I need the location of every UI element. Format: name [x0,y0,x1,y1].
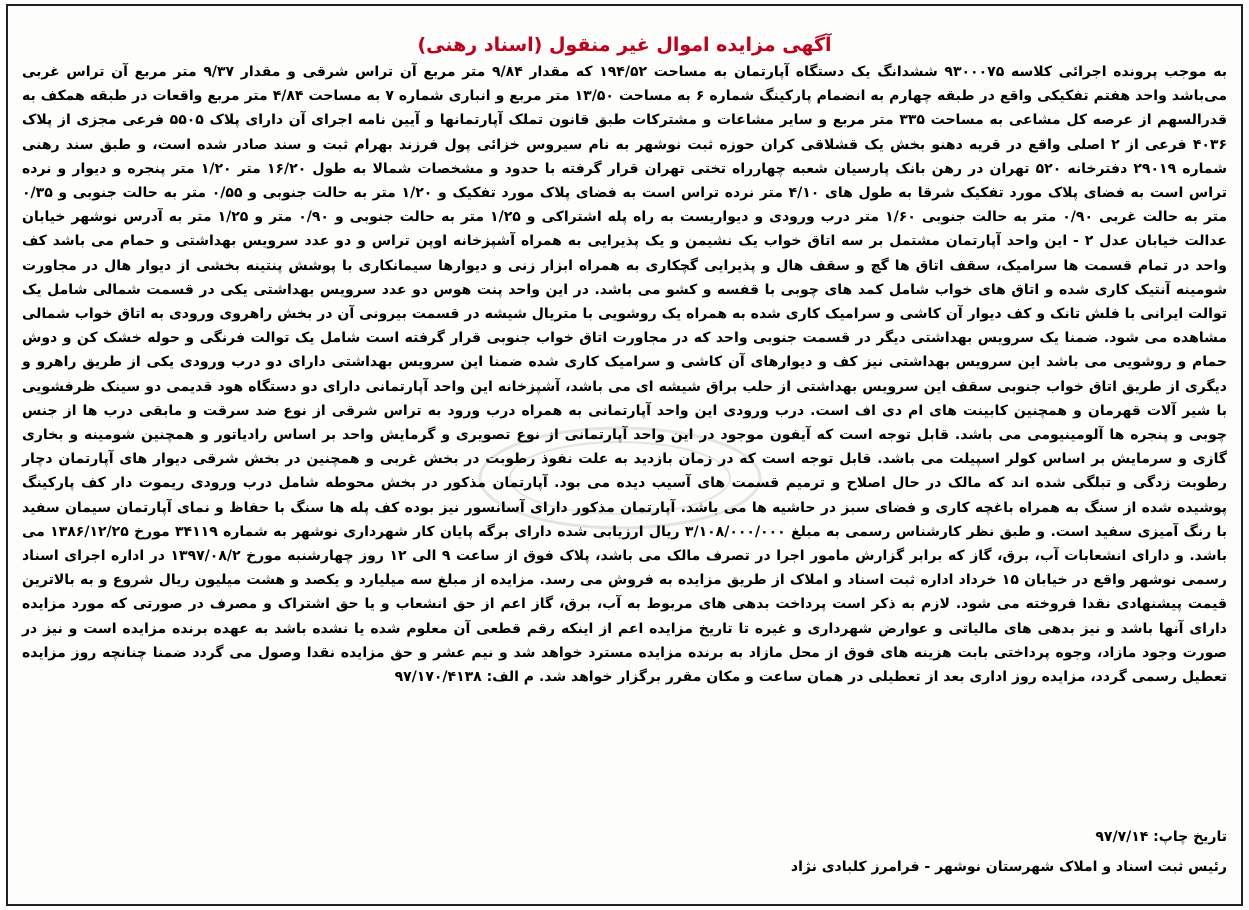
print-date: تاریخ چاپ: ۹۷/۷/۱۴ [1095,829,1227,845]
signature-line: رئیس ثبت اسناد و املاک شهرستان نوشهر - فرامرز کلبادی نژاد [790,859,1227,875]
notice-body: به موجب پرونده اجرائی کلاسه ۹۳۰۰۰۷۵ ششدانگ یک دستگاه آپارتمان به مساحت ۱۹۴/۵۲ که مقدار ۹/۸۴ متر مربع آن تراس شرقی و مقدار ۹/۳۷ متر مربع آن تراس غربی می‌باشد واحد هفتم تفکیکی واقع در طبقه چهارم به انضمام پارکینگ شماره ۶ به مساحت ۱۳/۵۰ متر مربع و انباری شماره ۷ به مساحت ۴/۸۴ متر مربع واقعات در طبقه همکف به قدرالسهم از عرصه کل مشاعی به مساحت ۳۳۵ متر مربع و سایر مشاعات و مشترکات طبق قانون تملک آپارتمانها و آیین نامه اجرای آن دارای پلاک ۵۵۰۵ فرعی مجزی از پلاک ۴۰۳۶ فرعی از ۲ اصلی واقع در قریه دهنو بخش یک قشلاقی کران حوزه ثبت نوشهر به نام سیروس خزائی پول فرزند بهرام ثبت و سند صادر شده است، و طبق سند رهنی شماره ۲۹۰۱۹ دفترخانه ۵۲۰ تهران در رهن بانک پارسیان شعبه چهارراه تختی تهران قرار گرفته با حدود و مشخصات شمالا به طول ۱۶/۲۰ متر ۱/۲۰ متر پنجره و دیوار و نرده تراس است به فضای پلاک مورد تفکیک شرقا به طول های ۴/۱۰ متر نرده تراس است به فضای پلاک مورد تفکیک و ۱/۲۰ متر به حالت جنوبی و ۰/۵۵ متر به حالت جنوبی و ۰/۳۵ متر به حالت غربی ۰/۹۰ متر به حالت جنوبی ۱/۶۰ متر درب ورودی و دیواریست به راه پله اشتراکی و ۱/۲۵ متر به حالت جنوبی و ۰/۹۰ متر و ۱/۲۵ متر به آدرس نوشهر خیابان عدالت خیابان عدل ۲ - این واحد آپارتمان مشتمل بر سه اتاق خواب یک نشیمن و یک پذیرایی به همراه آشپزخانه اوپن تراس و دو عدد سرویس بهداشتی و حمام می باشد کف واحد در تمام قسمت ها سرامیک، سقف اتاق ها گچ و سقف هال و پذیرایی گچکاری به همراه ابزار زنی و دیوارها سیمانکاری با پوشش پنتینه بخشی از دیوار هال در مجاورت شومینه آنتیک کاری شده و اتاق های خواب شامل کمد های چوبی با قفسه و کشو می باشد. در این واحد پنت هوس دو عدد سرویس بهداشتی یکی در قسمت شمالی شامل یک توالت ایرانی با فلش تانک و کف دیوار آن کاشی و سرامیک کاری شده به همراه یک روشویی با متریال شیشه در قسمت بیرونی آن در بخش راهروی ورودی به اتاق خواب شمالی مشاهده می شود. ضمنا یک سرویس بهداشتی دیگر در قسمت جنوبی واحد که در مجاورت اتاق خواب جنوبی قرار گرفته است شامل یک توالت فرنگی و حوله خشک کن و دوش حمام و روشویی می باشد این سرویس بهداشتی نیز کف و دیوارهای آن کاشی و سرامیک کاری شده ضمنا این سرویس بهداشتی دارای دو درب ورودی یکی از طریق راهرو و دیگری از طریق اتاق خواب جنوبی سقف این سرویس بهداشتی از حلب براق شیشه ای می باشد، آشپزخانه این واحد آپارتمانی دارای دو دستگاه هود قدیمی دو سینک ظرفشویی با شیر آلات قهرمان و همچنین کابینت های ام دی اف است. درب ورودی این واحد آپارتمانی به همراه درب ورود به تراس شرقی از نوع ضد سرقت و مابقی درب ها از جنس چوبی و پنجره ها آلومینیومی می باشد. قابل توجه است که آیفون موجود در این واحد آپارتمانی از نوع تصویری و گرمایش واحد بر اساس رادیاتور و همچنین شومینه و بخاری گازی و سرمایش بر اساس کولر اسپیلت می باشد. قابل توجه است که در زمان بازدید به علت نفوذ رطوبت در بخش غربی و همچنین در بخش شرقی دیوار های آپارتمان دچار رطوبت زدگی و تبلگی شده اند که مالک در حال اصلاح و ترمیم قسمت های آسیب دیده می بود. آپارتمان مذکور در بخش محوطه شامل درب ورودی ریموت دار کف پارکینگ پوشیده شده از سنگ به همراه باغچه کاری و فضای سبز در حاشیه ها می باشد. آپارتمان مذکور دارای آسانسور نیز بوده کف پله ها سنگ با حفاظ و نمای آپارتمان سیمان سفید با رنگ آمیزی سفید است. و طبق نظر کارشناس رسمی به مبلغ ۳/۱۰۸/۰۰۰/۰۰۰ ریال ارزیابی شده دارای برگه پایان کار شهرداری نوشهر به شماره ۳۴۱۱۹ مورخ ۱۳۸۶/۱۲/۲۵ می باشد. و دارای انشعابات آب، برق، گاز که برابر گزارش مامور اجرا در تصرف مالک می باشد، پلاک فوق از ساعت ۹ الی ۱۲ روز چهارشنبه مورخ ۱۳۹۷/۰۸/۲ در اداره اجرای اسناد رسمی نوشهر واقع در خیابان ۱۵ خرداد اداره ثبت اسناد و املاک از طریق مزایده به فروش می رسد. مزایده از مبلغ سه میلیارد و یکصد و هشت میلیون ریال شروع و به بالاترین قیمت پیشنهادی نقدا فروخته می شود. لازم به ذکر است پرداخت بدهی های مربوط به آب، برق، گاز اعم از حق انشعاب و یا حق اشتراک و مصرف در صورتی که مورد مزایده دارای آنها باشد و نیز بدهی های مالیاتی و عوارض شهرداری و غیره تا تاریخ مزایده اعم از اینکه رقم قطعی آن معلوم شده یا نشده باشد به عهده برنده مزایده است و نیز در صورت وجود مازاد، وجوه پرداختی بابت هزینه های فوق از محل مازاد به برنده مزایده مسترد خواهد شد و نیم عشر و حق مزایده نقدا وصول می گردد ضمنا چنانچه روز مزایده تعطیل رسمی گردد، مزایده روز اداری بعد از تعطیلی در همان ساعت و مکان مقرر برگزار خواهد شد. م الف: ۹۷/۱۷۰/۴۱۳۸ [22,64,1228,686]
notice-title: آگهی مزایده اموال غیر منقول (اسناد رهنی) [417,34,832,56]
